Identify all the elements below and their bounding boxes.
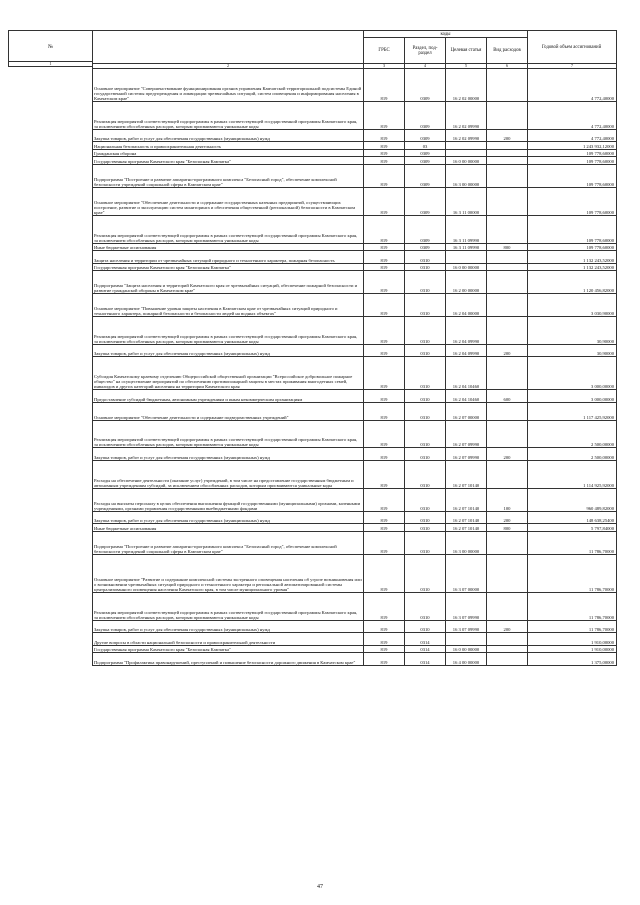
row-amount: 30,90000 [528,344,617,357]
column-header-amount: Годовой объем ассигнований [528,31,617,64]
row-grbs: 819 [364,531,405,554]
row-grbs: 819 [364,157,405,165]
table-row [93,129,617,142]
row-section: 0310 [405,448,446,461]
row-type [487,142,528,150]
row-amount: 109 778,60000 [528,157,617,165]
row-section: 0310 [405,554,446,592]
row-amount: 1 910,00000 [528,633,617,646]
row-grbs: 819 [364,390,405,403]
row-name: Защита населения и территории от чрезвычайных ситуаций природного и техногенного характера, пожарная безопасность [93,251,364,264]
row-name: Национальная безопасность и правоохранительная деятельность [93,142,364,150]
table-row [93,653,617,666]
row-amount: 109 778,60000 [528,187,617,215]
column-number-7: 7 [528,64,617,69]
row-target: 16 2 07 09990 [446,420,487,448]
row-name: Основное мероприятие "Обеспечение деятельности и содержание подведомственных учреждений" [93,402,364,420]
row-type [487,164,528,187]
row-amount: 30,90000 [528,316,617,344]
row-target: 16 3 07 09990 [446,620,487,633]
row-name: Реализация мероприятий соответствующей подпрограммы в рамках соответствующей государственной программы Камчатского края, за исключением обособленных расходов, которым присваиваются уникальные коды [93,215,364,243]
table-row [93,187,617,215]
row-name: Предоставление субсидий бюджетным, автономным учреждениям и иным некоммерческим организациям [93,390,364,403]
row-grbs: 819 [364,102,405,130]
row-target: 16 2 00 00000 [446,271,487,294]
row-amount: 11 786,70000 [528,531,617,554]
column-number-5: 5 [446,64,487,69]
row-type [487,69,528,102]
table-row [93,215,617,243]
row-type [487,215,528,243]
row-name: Другие вопросы в области национальной безопасности и правоохранительной деятельности [93,633,364,646]
row-amount: 1 114 925,92000 [528,461,617,489]
table-row [93,488,617,511]
row-amount: 1 243 932,12000 [528,142,617,150]
row-section: 0310 [405,488,446,511]
row-amount: 3 000,00000 [528,357,617,390]
row-target: 16 2 04 10460 [446,357,487,390]
row-amount: 4 772,40000 [528,102,617,130]
table-row [93,511,617,524]
table-row [93,448,617,461]
row-amount: 109 778,60000 [528,149,617,157]
row-target: 16 2 07 10140 [446,461,487,489]
row-grbs: 819 [364,461,405,489]
row-grbs: 819 [364,420,405,448]
table-row [93,390,617,403]
row-name: Подпрограмма "Построение и развитие аппаратно-программного комплекса "Безопасный город", обеспечение комплексной безопасности учреждений социальной сферы в Камчатском крае" [93,164,364,187]
row-grbs: 819 [364,402,405,420]
row-name: Иные бюджетные ассигнования [93,524,364,532]
row-grbs: 819 [364,316,405,344]
table-row [93,271,617,294]
row-target: 16 2 02 09990 [446,129,487,142]
row-section: 0310 [405,263,446,271]
table-row [93,316,617,344]
row-target: 16 2 02 09990 [446,102,487,130]
row-name: Гражданская оборона [93,149,364,157]
row-section: 0309 [405,149,446,157]
row-grbs: 819 [364,215,405,243]
row-type [487,645,528,653]
table-row [93,645,617,653]
row-target: 16 2 04 10460 [446,390,487,403]
row-target: 16 2 07 09990 [446,448,487,461]
row-section: 0310 [405,531,446,554]
table-row [93,263,617,271]
row-section: 0310 [405,344,446,357]
row-section: 0309 [405,187,446,215]
row-name: Реализация мероприятий соответствующей подпрограммы в рамках соответствующей государственной программы Камчатского края, за исключением обособленных расходов, которым присваиваются уникальные коды [93,102,364,130]
row-grbs: 819 [364,633,405,646]
column-header-section: Раздел, под-раздел [405,38,446,64]
row-section: 0309 [405,129,446,142]
row-amount: 4 772,40000 [528,69,617,102]
row-amount: 109 778,60000 [528,243,617,251]
table-row [93,420,617,448]
row-grbs: 819 [364,357,405,390]
row-name: Подпрограмма "Профилактика правонарушений, преступлений и повышение безопасности дорожного движения в Камчатском крае" [93,653,364,666]
row-section: 0309 [405,102,446,130]
row-amount: 4 772,40000 [528,129,617,142]
row-grbs: 819 [364,142,405,150]
table-row [93,620,617,633]
row-type [487,263,528,271]
row-section: 0310 [405,251,446,264]
row-name: Реализация мероприятий соответствующей подпрограммы в рамках соответствующей государственной программы Камчатского края, за исключением обособленных расходов, которым присваиваются уникальные коды [93,420,364,448]
row-target: 16 3 00 00000 [446,164,487,187]
row-amount: 109 778,60000 [528,215,617,243]
row-section: 0310 [405,316,446,344]
row-grbs: 819 [364,129,405,142]
row-target: 16 3 11 09990 [446,215,487,243]
table-row [93,461,617,489]
table-row [93,243,617,251]
row-target: 16 3 11 00000 [446,187,487,215]
row-grbs: 819 [364,620,405,633]
row-section: 0310 [405,293,446,316]
row-type: 200 [487,448,528,461]
header-row-group [93,31,617,38]
row-name: Реализация мероприятий соответствующей подпрограммы в рамках соответствующей государственной программы Камчатского края, за исключением обособленных расходов, которым присваиваются уникальные коды [93,316,364,344]
row-type: 600 [487,390,528,403]
row-grbs: 819 [364,448,405,461]
row-amount: 109 778,60000 [528,164,617,187]
row-grbs: 819 [364,524,405,532]
budget-table [92,30,617,666]
column-number-2: 2 [93,64,364,69]
table-row [93,633,617,646]
table-row [93,592,617,620]
column-header-codes-group: коды [364,31,528,38]
column-header-number: № [8,30,92,62]
table-row [93,531,617,554]
row-grbs: 819 [364,243,405,251]
column-number-6: 6 [487,64,528,69]
row-type: 200 [487,344,528,357]
row-type [487,420,528,448]
row-name: Подпрограмма "Защита населения и территорий Камчатского края от чрезвычайных ситуаций, обеспечение пожарной безопасности и развитие гражданской обороны в Камчатском крае" [93,271,364,294]
row-section: 0309 [405,243,446,251]
row-name: Иные бюджетные ассигнования [93,243,364,251]
table-row [93,357,617,390]
row-target: 16 2 07 10140 [446,524,487,532]
row-amount: 2 500,00000 [528,448,617,461]
row-section: 0310 [405,357,446,390]
row-grbs: 819 [364,653,405,666]
page-number: 47 [317,884,323,890]
row-type [487,461,528,489]
row-type [487,554,528,592]
row-amount: 960 489,82000 [528,488,617,511]
table-row [93,157,617,165]
row-name: Подпрограмма "Построение и развитие аппаратно-программного комплекса "Безопасный город", обеспечение комплексной безопасности учреждений социальной сферы в Камчатском крае" [93,531,364,554]
row-section: 0309 [405,69,446,102]
row-grbs: 819 [364,645,405,653]
row-section: 0310 [405,402,446,420]
row-type [487,149,528,157]
row-amount: 1 132 243,52000 [528,251,617,264]
table-row [93,293,617,316]
row-name: Закупка товаров, работ и услуг для обеспечения государственных (муниципальных) нужд [93,129,364,142]
table-row [93,164,617,187]
row-section: 0309 [405,164,446,187]
table-row [93,102,617,130]
table-row [93,554,617,592]
row-type [487,187,528,215]
table-row [93,344,617,357]
row-grbs: 819 [364,263,405,271]
row-type: 800 [487,243,528,251]
row-target: 16 2 04 00000 [446,293,487,316]
row-amount: 11 786,70000 [528,620,617,633]
row-target: 16 2 04 09990 [446,344,487,357]
row-name: Субсидия Камчатскому краевому отделению Общероссийской общественной организации "Всероссийское добровольное пожарное общество" на осуществление мероприятий по обеспечению противопожарной защиты в местах проживания многодетных семей, инвалидов и других категорий населения на территории Камчатского края [93,357,364,390]
row-type [487,357,528,390]
row-grbs: 819 [364,149,405,157]
row-type [487,402,528,420]
row-target: 16 0 00 00000 [446,263,487,271]
row-target: 16 0 00 00000 [446,157,487,165]
column-number-4: 4 [405,64,446,69]
row-target [446,251,487,264]
row-name: Расходы на обеспечение деятельности (оказание услуг) учреждений, в том числе на предоставление государственным бюджетным и автономным учреждениям субсидий, за исключением обособленных расходов, которым присваиваются уникальные коды [93,461,364,489]
table-row [93,149,617,157]
row-name: Основное мероприятие "Обеспечение деятельности и содержание государственных казенных предприятий, осуществляющих построение, развитие и эксплуатацию систем мониторинга и обеспечения общественной (региональной) безопасности в Камчатском крае" [93,187,364,215]
row-name: Закупка товаров, работ и услуг для обеспечения государственных (муниципальных) нужд [93,344,364,357]
column-header-target: Целевая статья [446,38,487,64]
row-amount: 1 117 425,92000 [528,402,617,420]
row-section: 0310 [405,592,446,620]
row-target: 16 3 07 09990 [446,592,487,620]
row-name: Реализация мероприятий соответствующей подпрограммы в рамках соответствующей государственной программы Камчатского края, за исключением обособленных расходов, которым присваиваются уникальные коды [93,592,364,620]
row-target: 16 0 00 00000 [446,645,487,653]
row-type: 800 [487,524,528,532]
row-grbs: 819 [364,251,405,264]
row-type [487,531,528,554]
row-type [487,251,528,264]
row-amount: 11 786,70000 [528,592,617,620]
row-name: Государственная программа Камчатского края "Безопасная Камчатка" [93,645,364,653]
row-section: 0310 [405,271,446,294]
row-target: 16 2 07 10140 [446,488,487,511]
row-amount: 11 786,70000 [528,554,617,592]
column-header-grbs: ГРБС [364,38,405,64]
column-header-name [93,31,364,64]
row-target: 16 4 00 00000 [446,653,487,666]
table-row [93,524,617,532]
row-type [487,653,528,666]
row-amount: 148 638,25400 [528,511,617,524]
row-grbs: 819 [364,488,405,511]
row-grbs: 819 [364,511,405,524]
table-row [93,142,617,150]
row-name: Расходы на выплаты персоналу в целях обеспечения выполнения функций государственными (муниципальными) органами, казенными учреждениями, органами управления государственными внебюджетными фондами [93,488,364,511]
row-name: Закупка товаров, работ и услуг для обеспечения государственных (муниципальных) нужд [93,620,364,633]
row-target: 16 2 04 09990 [446,316,487,344]
row-amount: 1 120 456,82000 [528,271,617,294]
column-header-type: Вид расходов [487,38,528,64]
row-type: 200 [487,129,528,142]
column-number-3: 3 [364,64,405,69]
row-target [446,149,487,157]
row-name: Государственная программа Камчатского края "Безопасная Камчатка" [93,157,364,165]
row-section: 0309 [405,215,446,243]
row-section: 03 [405,142,446,150]
table-body [93,69,617,666]
row-section: 0314 [405,645,446,653]
row-type [487,592,528,620]
row-name: Закупка товаров, работ и услуг для обеспечения государственных (муниципальных) нужд [93,511,364,524]
row-amount: 3 000,00000 [528,390,617,403]
row-grbs: 819 [364,344,405,357]
row-type: 200 [487,620,528,633]
row-name: Основное мероприятие "Совершенствование функционирования органов управления Камчатской территориальной подсистемы Единой государственной системы предупреждения и ликвидации чрезвычайных ситуаций, систем оповещения и информирования населения в Камчатском крае" [93,69,364,102]
row-target [446,633,487,646]
table-row [93,69,617,102]
row-grbs: 819 [364,271,405,294]
row-section: 0310 [405,620,446,633]
row-amount: 1 375,00000 [528,653,617,666]
table-row [93,251,617,264]
row-target: 16 2 07 00000 [446,402,487,420]
row-type [487,633,528,646]
row-type [487,293,528,316]
row-type [487,316,528,344]
row-grbs: 819 [364,554,405,592]
row-grbs: 819 [364,187,405,215]
row-amount: 1 910,00000 [528,645,617,653]
row-grbs: 819 [364,592,405,620]
row-amount: 2 500,00000 [528,420,617,448]
row-name: Основное мероприятие "Развитие и содержание комплексной системы экстренного оповещения населения об угрозе возникновения или о возникновении чрезвычайных ситуаций природного и техногенного характера и региональной автоматизированной системы централизованного оповещения населения Камчатского края, в том числе муниципального уровня" [93,554,364,592]
row-amount: 5 797,84000 [528,524,617,532]
row-type [487,102,528,130]
row-type: 200 [487,511,528,524]
row-grbs: 819 [364,69,405,102]
row-target [446,142,487,150]
row-grbs: 819 [364,164,405,187]
row-target: 16 3 00 00000 [446,531,487,554]
row-name: Закупка товаров, работ и услуг для обеспечения государственных (муниципальных) нужд [93,448,364,461]
row-target: 16 2 07 10140 [446,511,487,524]
column-number-1: 1 [8,62,92,67]
row-section: 0314 [405,653,446,666]
row-section: 0310 [405,511,446,524]
row-section: 0309 [405,157,446,165]
row-section: 0310 [405,390,446,403]
row-target: 16 3 07 00000 [446,554,487,592]
row-amount: 1 132 243,52000 [528,263,617,271]
row-type [487,271,528,294]
row-type [487,157,528,165]
row-target: 16 3 11 09990 [446,243,487,251]
row-name: Основное мероприятие "Повышение уровня защиты населения в Камчатском крае от чрезвычайных ситуаций природного и техногенного характера, пожарной безопасности и безопасности людей на водных объектах" [93,293,364,316]
row-amount: 3 030,90000 [528,293,617,316]
row-section: 0310 [405,461,446,489]
row-name: Государственная программа Камчатского края "Безопасная Камчатка" [93,263,364,271]
table-row [93,402,617,420]
row-type: 100 [487,488,528,511]
row-grbs: 819 [364,293,405,316]
row-section: 0314 [405,633,446,646]
row-section: 0310 [405,420,446,448]
row-target: 16 2 02 00000 [446,69,487,102]
row-section: 0310 [405,524,446,532]
